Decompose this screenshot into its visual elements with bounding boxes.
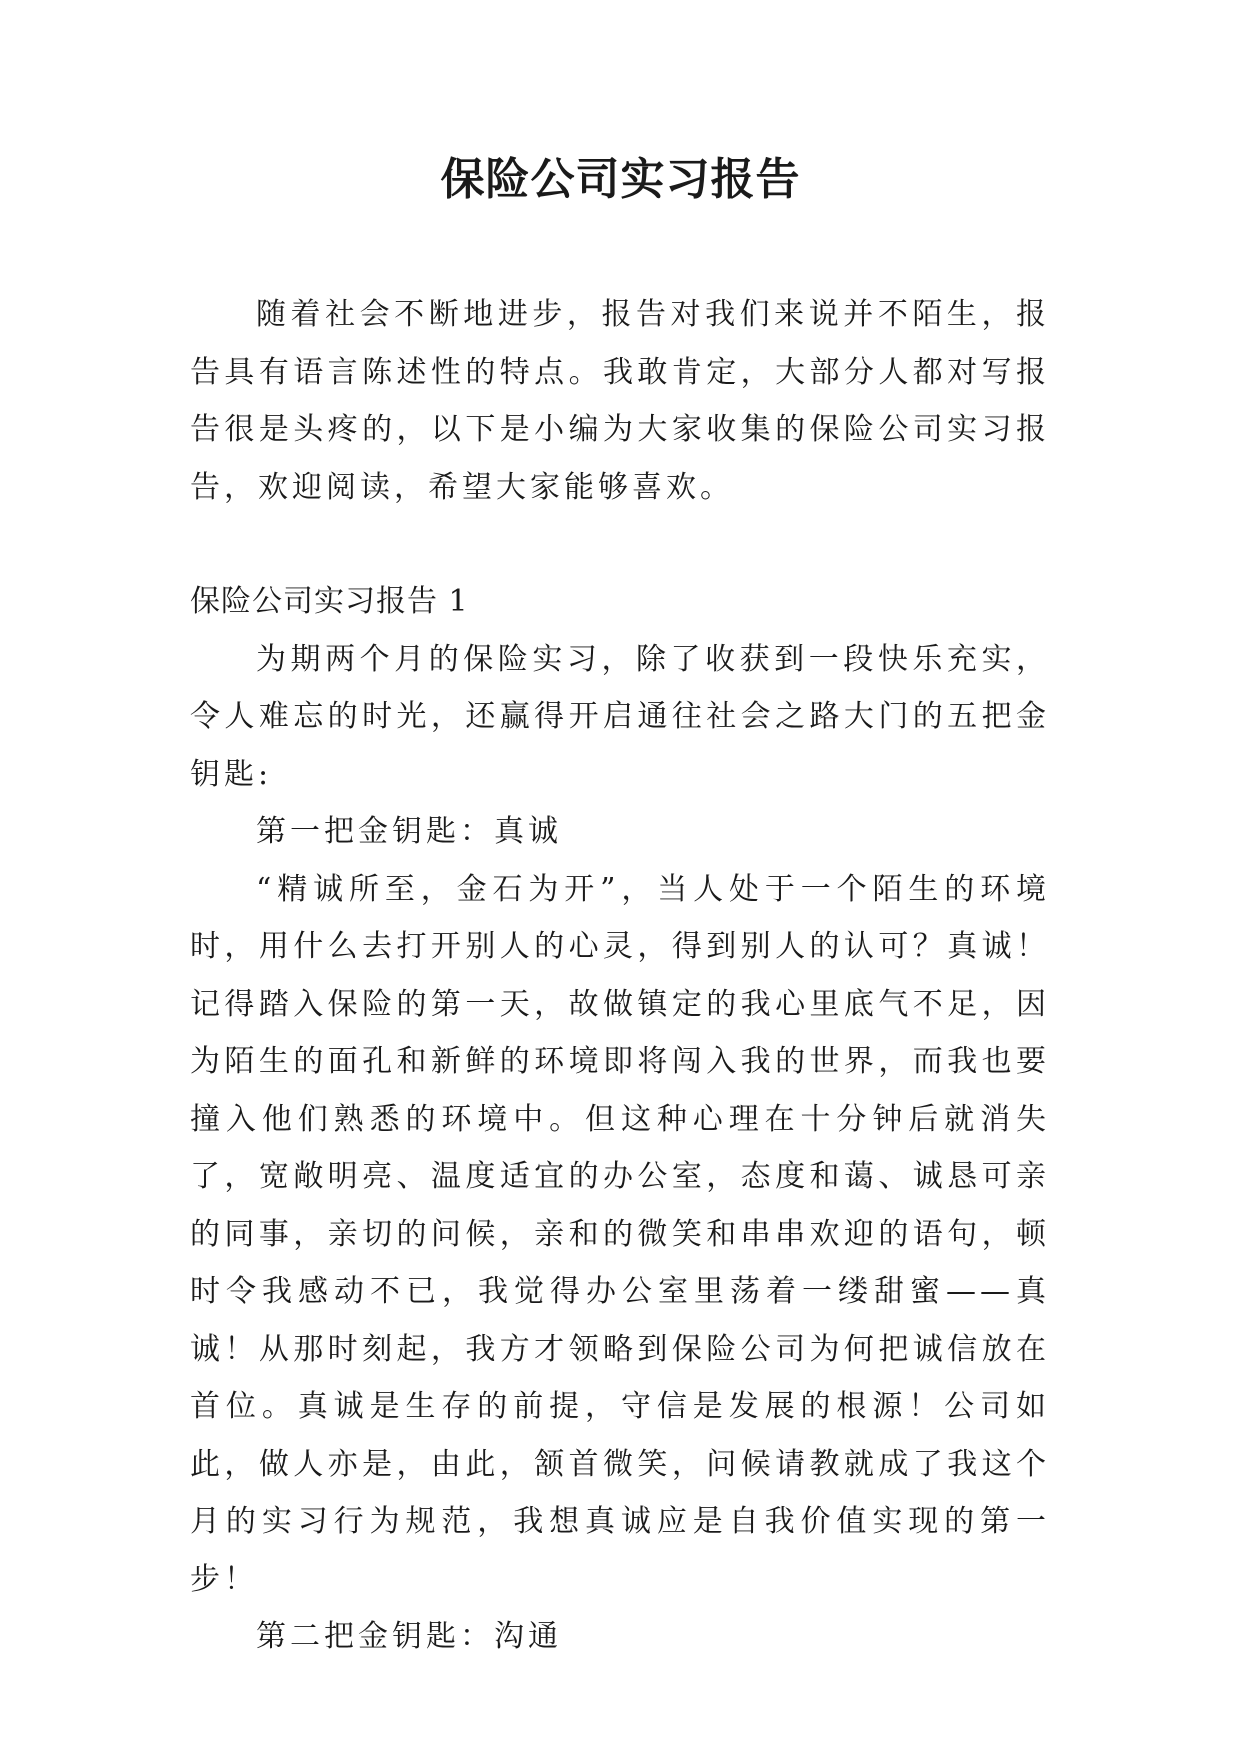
key-1-paragraph: “精诚所至，金石为开”，当人处于一个陌生的环境时，用什么去打开别人的心灵，得到别人的认可？真诚！记得踏入保险的第一天，故做镇定的我心里底气不足，因为陌生的面孔和新鲜的环境即将闯入我的世界，而我也要撞入他们熟悉的环境中。但这种心理在十分钟后就消失了，宽敞明亮、温度适宜的办公室，态度和蔼、诚恳可亲的同事，亲切的问候，亲和的微笑和串串欢迎的语句，顿时令我感动不已，我觉得办公室里荡着一缕甜蜜——真诚！从那时刻起，我方才领略到保险公司为何把诚信放在首位。真诚是生存的前提，守信是发展的根源！公司如此，做人亦是，由此，颔首微笑，问候请教就成了我这个月的实习行为规范，我想真诚应是自我价值实现的第一步！ [190,871,1050,1597]
document-body [190,286,1050,1666]
section-heading: 保险公司实习报告 1 [190,584,469,619]
intro-paragraph: 随着社会不断地进步，报告对我们来说并不陌生，报告具有语言陈述性的特点。我敢肯定，大部分人都对写报告很是头疼的，以下是小编为大家收集的保险公司实习报告，欢迎阅读，希望大家能够喜欢。 [190,297,1050,505]
key-1-title: 第一把金钥匙：真诚 [256,814,562,849]
document-title: 保险公司实习报告 [440,154,801,205]
key-2-title: 第二把金钥匙：沟通 [256,1619,562,1654]
opening-paragraph: 为期两个月的保险实习，除了收获到一段快乐充实，令人难忘的时光，还赢得开启通往社会之路大门的五把金钥匙: [190,641,1050,792]
